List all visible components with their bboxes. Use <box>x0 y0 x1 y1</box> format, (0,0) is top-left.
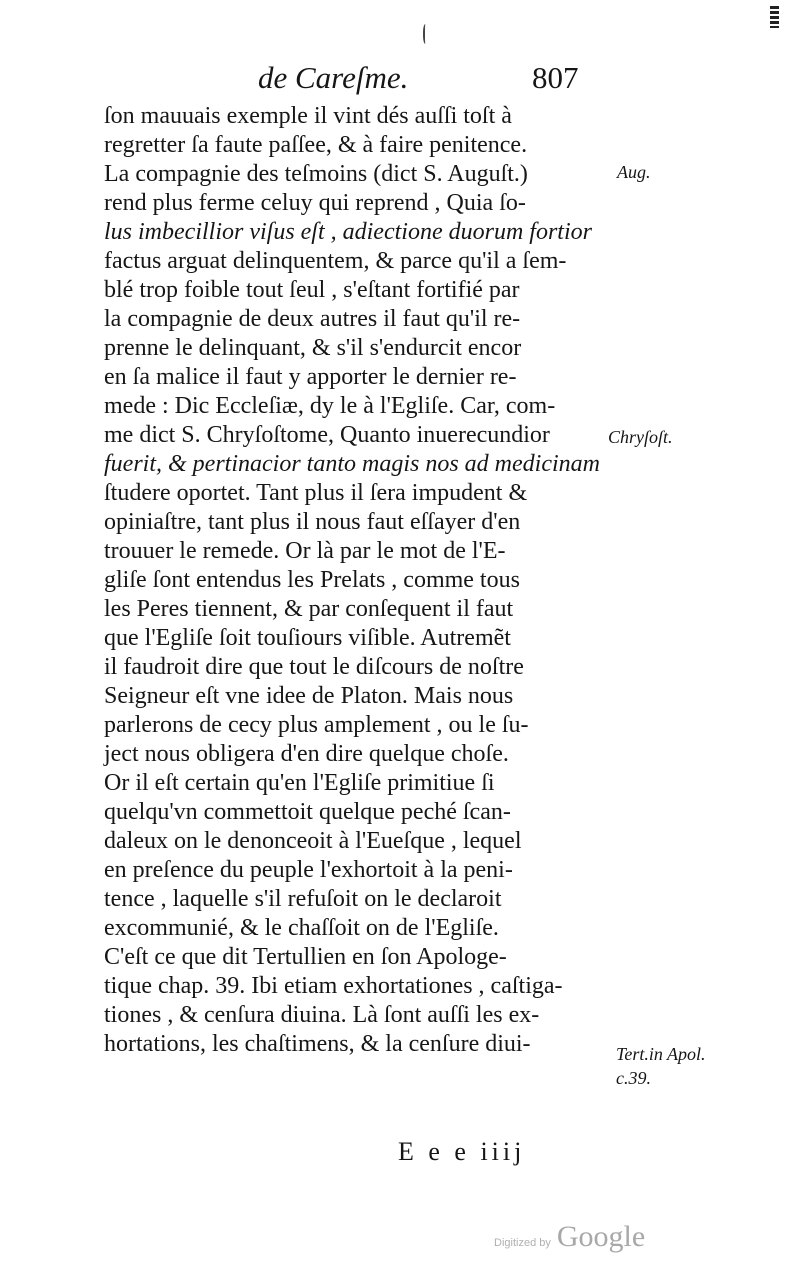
text-line: les Peres tiennent, & par conſequent il faut <box>104 596 514 622</box>
text-line: parlerons de cecy plus amplement , ou le ſu- <box>104 712 529 738</box>
text-line: fuerit, & pertinacior tanto magis nos ad medicinam <box>104 451 600 477</box>
margin-note-tertullian-line2: c.39. <box>616 1068 651 1088</box>
text-line: me dict S. Chryſoſtome, Quanto inuerecundior <box>104 422 550 448</box>
text-line: excommunié, & le chaſſoit on de l'Egliſe. <box>104 915 499 941</box>
ink-mark <box>423 24 429 44</box>
text-line: la compagnie de deux autres il faut qu'il re- <box>104 306 521 332</box>
text-line: prenne le delinquant, & s'il s'endurcit encor <box>104 335 522 361</box>
text-line: opiniaſtre, tant plus il nous faut eſſayer d'en <box>104 509 521 535</box>
text-line: il faudroit dire que tout le diſcours de noſtre <box>104 654 524 680</box>
text-line: rend plus ferme celuy qui reprend , Quia ſo- <box>104 190 526 216</box>
text-line: blé trop foible tout ſeul , s'eſtant fortifié par <box>104 277 520 303</box>
text-line: Or il eſt certain qu'en l'Egliſe primitiue ſi <box>104 770 495 796</box>
text-line: en preſence du peuple l'exhortoit à la peni- <box>104 857 513 883</box>
page-corner-mark <box>770 6 779 28</box>
text-line: tique chap. 39. Ibi etiam exhortationes , caſtiga- <box>104 973 563 999</box>
text-line: C'eſt ce que dit Tertullien en ſon Apologe- <box>104 944 507 970</box>
margin-note-tertullian <box>616 1042 706 1090</box>
text-line: tiones , & cenſura diuina. Là ſont auſſi les ex- <box>104 1002 540 1028</box>
watermark-brand: Google <box>556 1220 646 1253</box>
signature-mark: E e e iiij <box>398 1137 526 1166</box>
text-line: ſon mauuais exemple il vint dés auſſi toſt à <box>104 103 512 129</box>
text-line: trouuer le remede. Or là par le mot de l'E- <box>104 538 506 564</box>
text-line: mede : Dic Eccleſiæ, dy le à l'Egliſe. Car, com- <box>104 393 556 419</box>
body-text-block <box>104 102 604 1059</box>
digitization-watermark <box>494 1220 645 1256</box>
text-line: hortations, les chaſtimens, & la cenſure diui- <box>104 1031 531 1057</box>
text-line: daleux on le denonceoit à l'Eueſque , lequel <box>104 828 522 854</box>
page-number: 807 <box>532 60 579 95</box>
text-line: que l'Egliſe ſoit touſiours viſible. Autremẽt <box>104 625 511 651</box>
text-line: lus imbecillior viſus eſt , adiectione duorum fortior <box>104 219 592 245</box>
text-line: gliſe ſont entendus les Prelats , comme tous <box>104 567 520 593</box>
margin-note-chrysostom: Chryſoſt. <box>608 427 673 447</box>
margin-note-tertullian-line1: Tert.in Apol. <box>616 1044 706 1064</box>
text-line: ſtudere oportet. Tant plus il ſera impudent & <box>104 480 528 506</box>
text-line: La compagnie des teſmoins (dict S. Auguſt.) <box>104 161 528 187</box>
watermark-prefix: Digitized by <box>494 1237 551 1249</box>
text-line: regretter ſa faute paſſee, & à faire penitence. <box>104 132 528 158</box>
text-line: factus arguat delinquentem, & parce qu'il a ſem- <box>104 248 567 274</box>
text-line: tence , laquelle s'il refuſoit on le declaroit <box>104 886 502 912</box>
margin-note-augustine: Aug. <box>617 162 651 182</box>
text-line: en ſa malice il faut y apporter le dernier re- <box>104 364 517 390</box>
text-line: ject nous obligera d'en dire quelque choſe. <box>104 741 509 767</box>
running-head-title: de Careſme. <box>258 60 409 95</box>
text-line: quelqu'vn commettoit quelque peché ſcan- <box>104 799 511 825</box>
text-line: Seigneur eſt vne idee de Platon. Mais nous <box>104 683 514 709</box>
